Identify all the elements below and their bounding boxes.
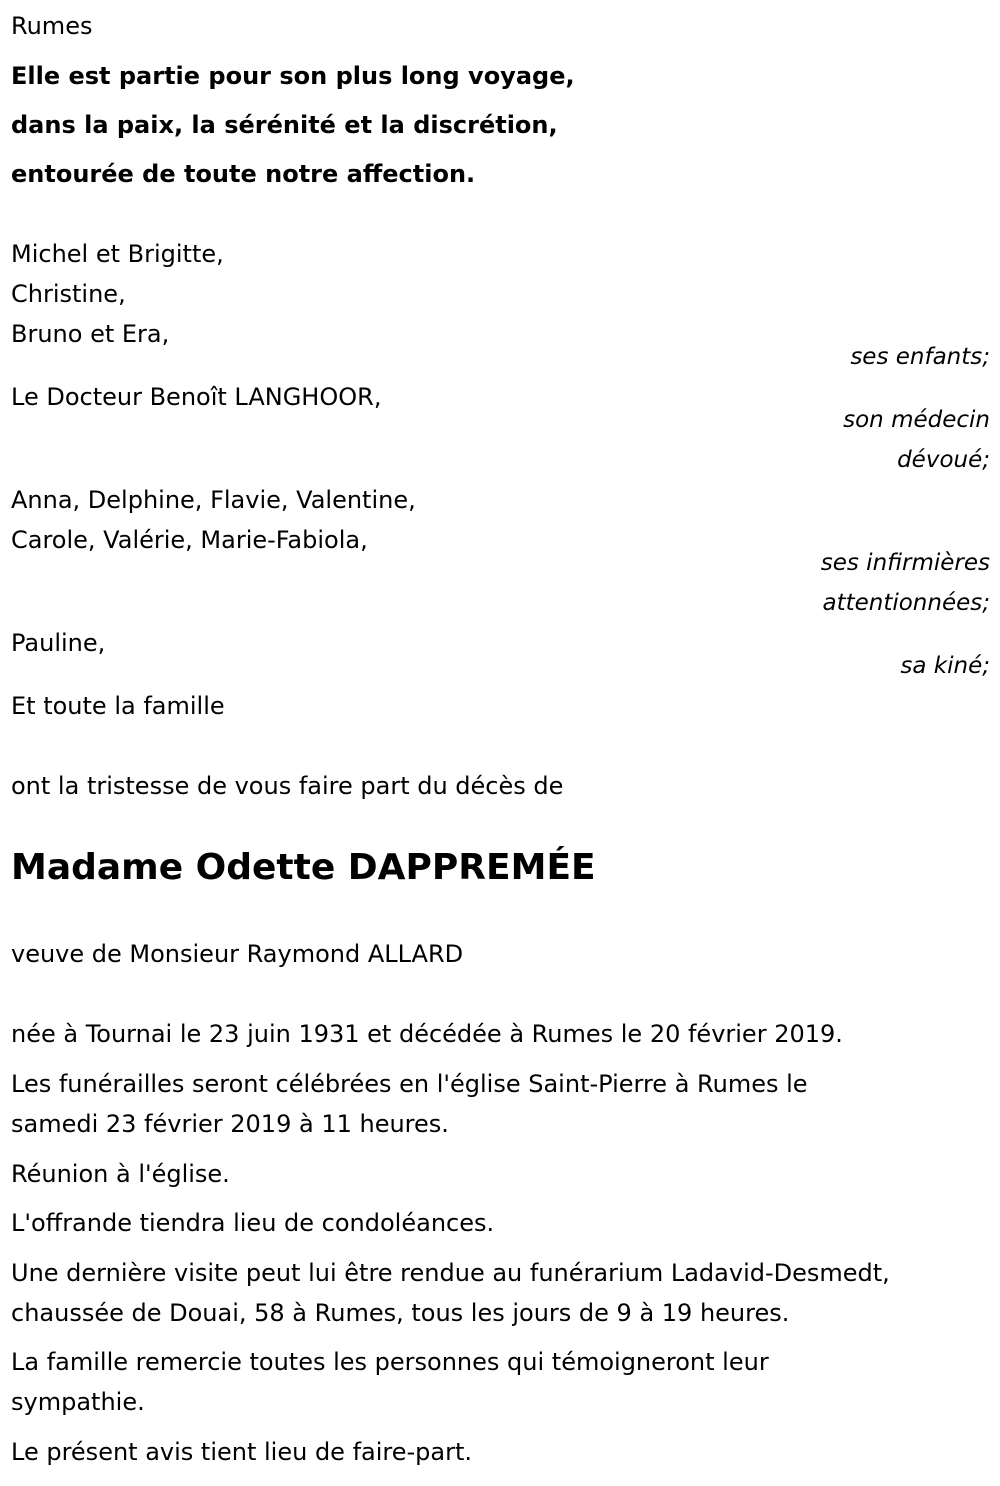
doctor-role-1: son médecin — [843, 407, 990, 433]
meeting-info: Réunion à l'église. — [11, 1160, 230, 1188]
poem-line-1: Elle est partie pour son plus long voyage, — [11, 62, 575, 90]
birth-death: née à Tournai le 23 juin 1931 et décédée à Rumes le 20 février 2019. — [11, 1020, 843, 1048]
funeral-line-1: Les funérailles seront célébrées en l'église Saint-Pierre à Rumes le — [11, 1070, 808, 1098]
family-children-2: Christine, — [11, 280, 126, 308]
visit-line-2: chaussée de Douai, 58 à Rumes, tous les jours de 9 à 19 heures. — [11, 1299, 790, 1327]
poem-line-2: dans la paix, la sérénité et la discrétion, — [11, 111, 558, 139]
visit-line-1: Une dernière visite peut lui être rendue au funérarium Ladavid-Desmedt, — [11, 1259, 890, 1287]
nurses-2: Carole, Valérie, Marie-Fabiola, — [11, 526, 368, 554]
physio-name: Pauline, — [11, 629, 106, 657]
notice-info: Le présent avis tient lieu de faire-part. — [11, 1438, 473, 1466]
nurses-role-2: attentionnées; — [822, 590, 990, 616]
doctor-name: Le Docteur Benoît LANGHOOR, — [11, 383, 382, 411]
deceased-name: Madame Odette DAPPREMÉE — [11, 847, 596, 888]
nurses-1: Anna, Delphine, Flavie, Valentine, — [11, 486, 416, 514]
family-children-3: Bruno et Era, — [11, 320, 170, 348]
poem-line-3: entourée de toute notre affection. — [11, 160, 476, 188]
thanks-line-2: sympathie. — [11, 1388, 145, 1416]
family-children-1: Michel et Brigitte, — [11, 240, 224, 268]
offering-info: L'offrande tiendra lieu de condoléances. — [11, 1209, 495, 1237]
other-family: Et toute la famille — [11, 692, 225, 720]
announcement: ont la tristesse de vous faire part du décès de — [11, 772, 564, 800]
widow-of: veuve de Monsieur Raymond ALLARD — [11, 940, 464, 968]
doctor-role-2: dévoué; — [897, 447, 990, 473]
funeral-line-2: samedi 23 février 2019 à 11 heures. — [11, 1110, 449, 1138]
thanks-line-1: La famille remercie toutes les personnes qui témoigneront leur — [11, 1348, 769, 1376]
location: Rumes — [11, 12, 93, 40]
physio-role: sa kiné; — [900, 653, 990, 679]
nurses-role-1: ses infirmières — [820, 550, 990, 576]
children-role: ses enfants; — [850, 344, 990, 370]
